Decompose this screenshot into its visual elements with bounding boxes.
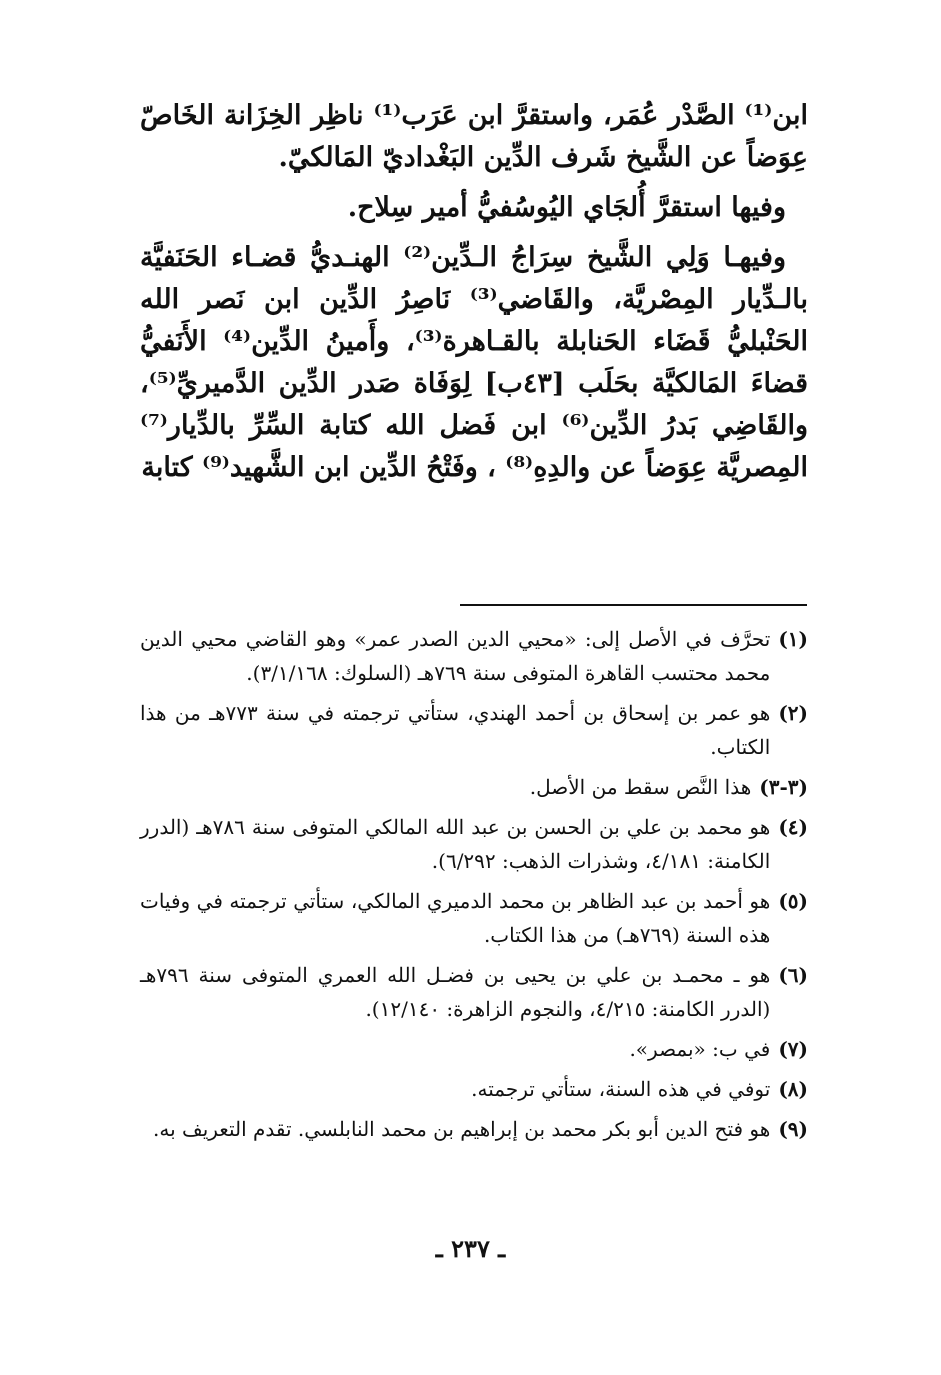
paragraph-3: وفيهـا وَلِي الشَّيخ سِرَاجُ الـدِّين⁽²⁾ الهنـديُّ قضـاء الحَنَفيَّة بالـدِّيار المِصْريَّة، والقَاضي⁽³⁾ نَاصِرُ الدِّين ابن نَصر الله الحَنْبليُّ قَضَاء الحَنابلة بالقـاهرة⁽³⁾، وأَمينُ الدِّين⁽⁴⁾ الأَنَفيُّ قضاءَ المَالكيَّة بحَلَب [٤٣ب] لِوَفَاة صَدر الدِّين الدَّميريِّ⁽⁵⁾، والقَاضِي بَدرُ الدِّين⁽⁶⁾ ابن فَضل الله كتابة السِّرِّ بالدِّيار⁽⁷⁾ المِصريَّة عِوَضاً عن والدِهِ⁽⁸⁾ ، وفَتْحُ الدِّين ابن الشَّهيد⁽⁹⁾ كتابة [140, 242, 809, 483]
paragraph-1: ابن⁽¹⁾ الصَّدْر عُمَر، واستقرَّ ابن عَرَب⁽¹⁾ ناظِر الخِزَانة الخَاصّ عِوَضاً عن الشَّيخ شَرف الدِّين البَغْداديّ المَالكيّ. [140, 100, 808, 173]
footnote-divider [460, 604, 807, 606]
footnote-text: هو أحمد بن عبد الظاهر بن محمد الدميري المالكي، ستأتي ترجمته في وفيات هذه السنة (٧٦٩هـ) من هذا الكتاب. [140, 889, 771, 947]
footnote-number: (٨) [778, 1077, 808, 1101]
footnote-number: (٢) [778, 701, 808, 725]
footnote-8 [140, 1072, 808, 1106]
footnote-number: (٩) [778, 1117, 808, 1141]
footnote-7 [140, 1032, 808, 1066]
footnote-text: في ب: «بمصر». [629, 1037, 771, 1061]
footnote-number: (٥) [778, 889, 808, 913]
footnote-text: هو عمر بن إسحاق بن أحمد الهندي، ستأتي ترجمته في سنة ٧٧٣هـ من هذا الكتاب. [140, 701, 771, 759]
footnote-text: هذا النَّص سقط من الأصل. [529, 775, 752, 799]
page-number: ـ ٢٣٧ ـ [435, 1234, 506, 1263]
footnote-5 [140, 884, 808, 952]
footnote-number: (٧) [778, 1037, 808, 1061]
footnote-9 [140, 1112, 808, 1146]
footnote-text: هو فتح الدين أبو بكر محمد بن إبراهيم بن محمد النابلسي. تقدم التعريف به. [152, 1117, 771, 1141]
footnotes [140, 622, 808, 1152]
footnote-3 [140, 770, 808, 804]
footnote-number: (٦) [778, 963, 808, 987]
footnote-text: هو محمد بن علي بن الحسن بن عبد الله المالكي المتوفى سنة ٧٨٦هـ (الدرر الكامنة: ٤/١٨١، وشذرات الذهب: ٦/٢٩٢). [140, 815, 771, 873]
main-text [140, 95, 808, 497]
footnote-text: هو ـ محمـد بن علي بن يحيى بن فضـل الله العمري المتوفى سنة ٧٩٦هـ (الدرر الكامنة: ٤/٢١٥، والنجوم الزاهرة: ١٢/١٤٠). [140, 963, 771, 1021]
footnote-text: توفي في هذه السنة، ستأتي ترجمته. [471, 1077, 771, 1101]
footnote-number: (٤) [778, 815, 808, 839]
footnote-1 [140, 622, 808, 690]
footnote-4 [140, 810, 808, 878]
footnote-text: تحرَّف في الأصل إلى: «محيي الدين الصدر عمر» وهو القاضي محيي الدين محمد محتسب القاهرة المتوفى سنة ٧٦٩هـ (السلوك: ٣/١/١٦٨). [140, 627, 771, 685]
footnote-number: (١) [778, 627, 808, 651]
footnote-6 [140, 958, 808, 1026]
paragraph-2: وفيها استقرَّ أُلجَاي اليُوسُفيُّ أمير سِلاح. [347, 192, 786, 223]
footnote-2 [140, 696, 808, 764]
footnote-number: (٣-٣) [759, 775, 808, 799]
